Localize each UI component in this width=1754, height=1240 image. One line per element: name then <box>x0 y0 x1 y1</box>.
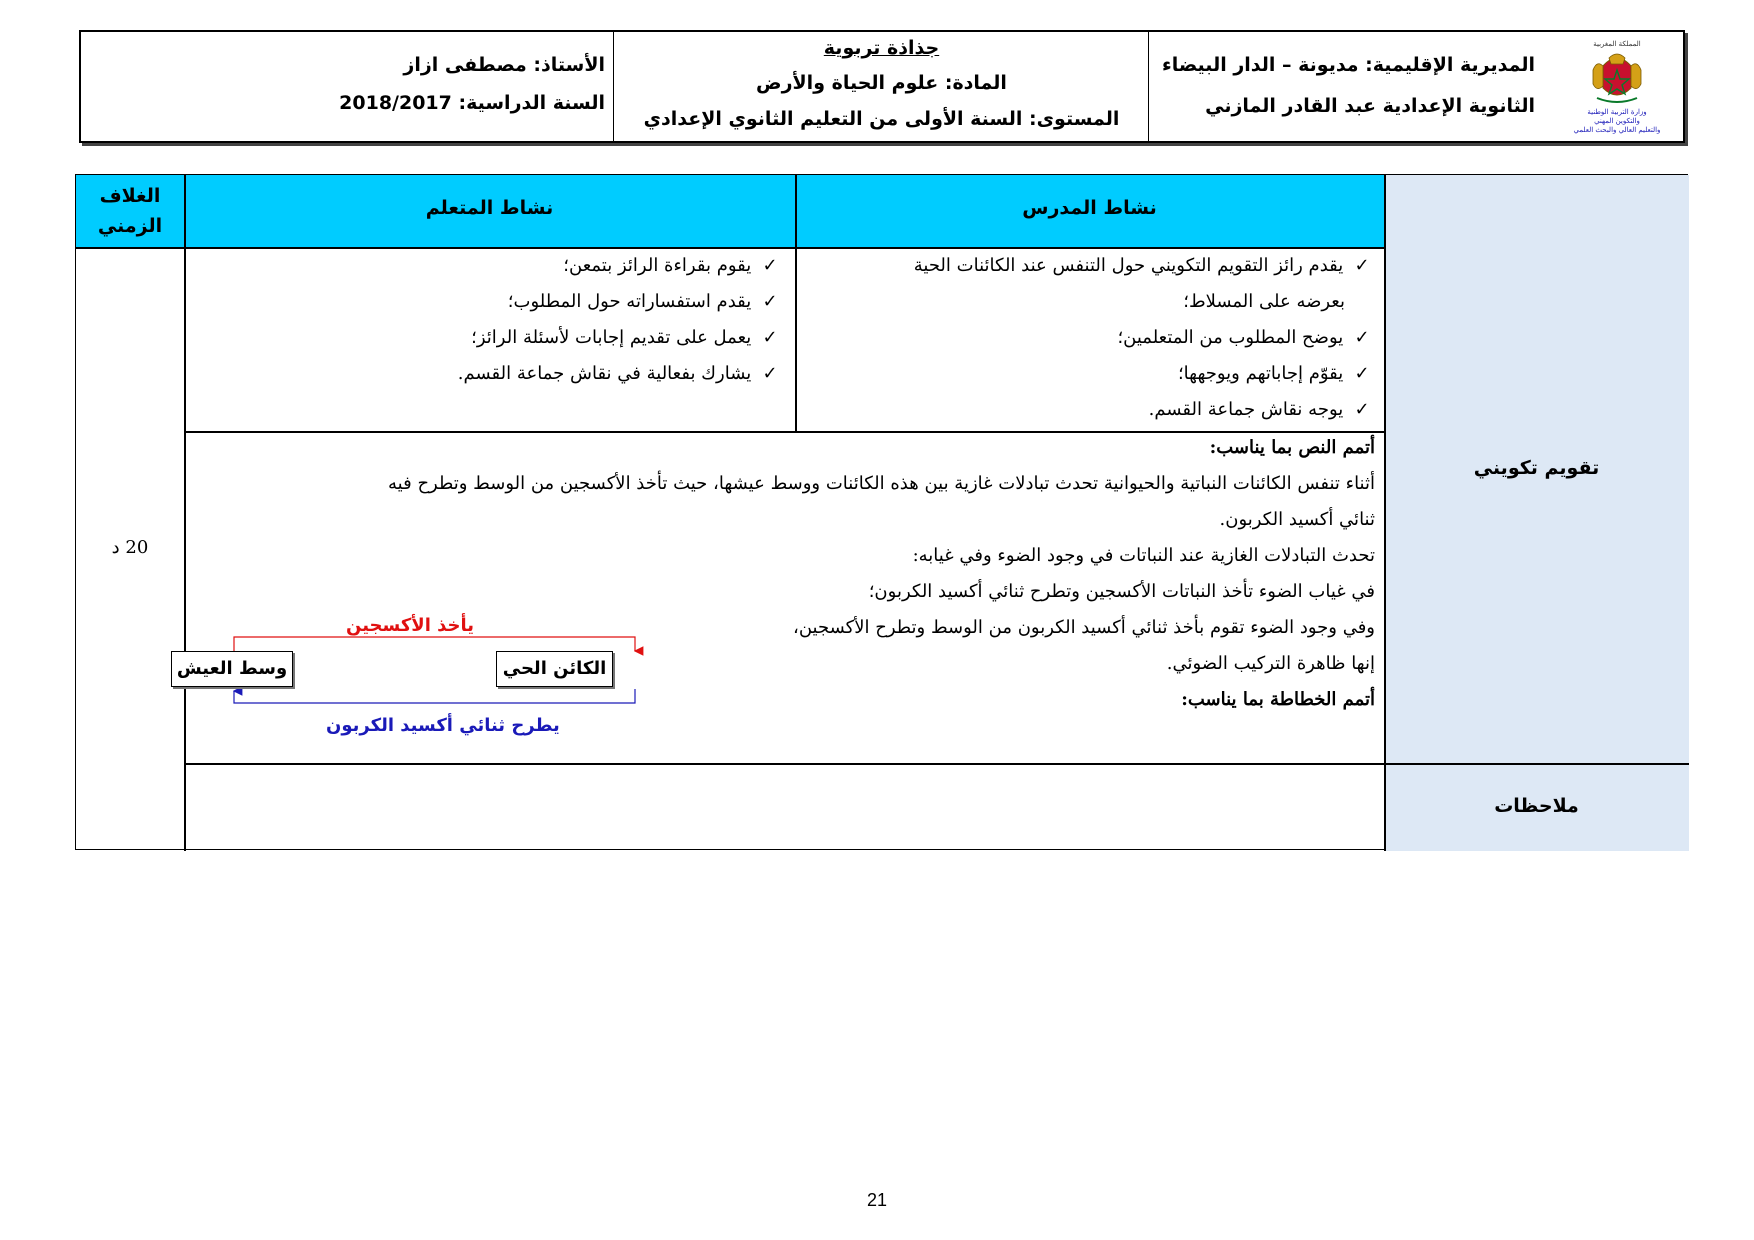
exercise-paragraph-line: في غياب الضوء تأخذ النباتات الأكسجين وتطرح ثنائي أكسيد الكربون؛ <box>868 581 1375 602</box>
teacher-item: ✓ يوجه نقاش جماعة القسم. <box>1148 399 1370 420</box>
exercise-paragraph-line: ثنائي أكسيد الكربون. <box>1219 509 1375 530</box>
exercise-paragraph-line: إنها ظاهرة التركيب الضوئي. <box>1166 653 1375 674</box>
notes-label: ملاحظات <box>1494 795 1579 817</box>
time-header-line-1: الغلاف <box>99 185 161 207</box>
question-complete-diagram: أتمم الخطاطة بما يناسب: <box>1181 689 1375 710</box>
learner-activity-header: نشاط المتعلم <box>425 197 554 219</box>
question-complete-text: أتمم النص بما يناسب: <box>1209 437 1375 458</box>
learner-item: ✓ يقوم بقراءة الرائز بتمعن؛ <box>563 255 778 276</box>
directorate-text: المديرية الإقليمية: مديونة – الدار البيضاء <box>1161 54 1535 76</box>
releases-co2-label: يطرح ثنائي أكسيد الكربون <box>326 715 560 736</box>
teacher-name: الأستاذ: مصطفى ازاز <box>403 54 605 76</box>
environment-box: وسط العيش <box>171 651 293 687</box>
exercise-paragraph-line: أثناء تنفس الكائنات النباتية والحيوانية تحدث تبادلات غازية بين هذه الكائنات ووسط عيشها، حيث تأخذ الأكسجين من الوسط وتطرح فيه <box>388 473 1375 494</box>
level-text: المستوى: السنة الأولى من التعليم الثانوي الإعدادي <box>643 108 1120 130</box>
teacher-activity-header: نشاط المدرس <box>1022 197 1157 219</box>
co2-arrow <box>234 689 635 703</box>
moroccan-emblem-icon <box>1557 36 1677 136</box>
formative-assessment-label: تقويم تكويني <box>1473 457 1600 479</box>
learner-item: ✓ يعمل على تقديم إجابات لأسئلة الرائز؛ <box>471 327 778 348</box>
duration-value: 20 د <box>111 537 149 558</box>
oxygen-arrow <box>234 637 635 651</box>
header-teacher-info <box>81 32 613 141</box>
teacher-item: ✓ يقوّم إجاباتهم ويوجهها؛ <box>1177 363 1370 384</box>
teacher-item: ✓ يقدم رائز التقويم التكويني حول التنفس عند الكائنات الحية <box>913 255 1370 276</box>
time-header-line-2: الزمني <box>97 215 163 237</box>
exercise-paragraph-line: وفي وجود الضوء تقوم بأخذ ثنائي أكسيد الكربون من الوسط وتطرح الأكسجين، <box>793 617 1375 638</box>
emblem-bottom-2: والتكوين المهني <box>1594 117 1640 125</box>
teacher-item: ✓ يوضح المطلوب من المتعلمين؛ <box>1117 327 1370 348</box>
learner-item: ✓ يشارك بفعالية في نقاش جماعة القسم. <box>457 363 778 384</box>
learner-item: ✓ يقدم استفساراته حول المطلوب؛ <box>507 291 778 312</box>
emblem-top-text: المملكة المغربية <box>1593 40 1641 48</box>
subject-text: المادة: علوم الحياة والأرض <box>756 72 1007 94</box>
school-year: السنة الدراسية: 2018/2017 <box>339 92 605 114</box>
time-header <box>76 181 184 241</box>
section-label-column <box>1384 175 1689 851</box>
header-lesson-info <box>613 32 1148 141</box>
header-institution <box>1148 32 1683 141</box>
exercise-paragraph-line: تحدث التبادلات الغازية عند النباتات في وجود الضوء وفي غيابه: <box>912 545 1375 566</box>
organism-box: الكائن الحي <box>496 651 613 687</box>
header-box <box>79 30 1685 143</box>
teacher-item-continued: بعرضه على المسلاط؛ <box>1183 291 1345 312</box>
emblem-bottom-3: والتعليم العالي والبحث العلمي <box>1573 126 1661 134</box>
lesson-table <box>75 174 1688 850</box>
takes-oxygen-label: يأخذ الأكسجين <box>346 615 475 636</box>
page-number: 21 <box>866 1190 888 1210</box>
school-name: الثانوية الإعدادية عبد القادر المازني <box>1205 95 1535 117</box>
doc-type-title: جذاذة تربوية <box>823 37 940 59</box>
emblem-bottom-1: وزارة التربية الوطنية <box>1587 108 1647 116</box>
